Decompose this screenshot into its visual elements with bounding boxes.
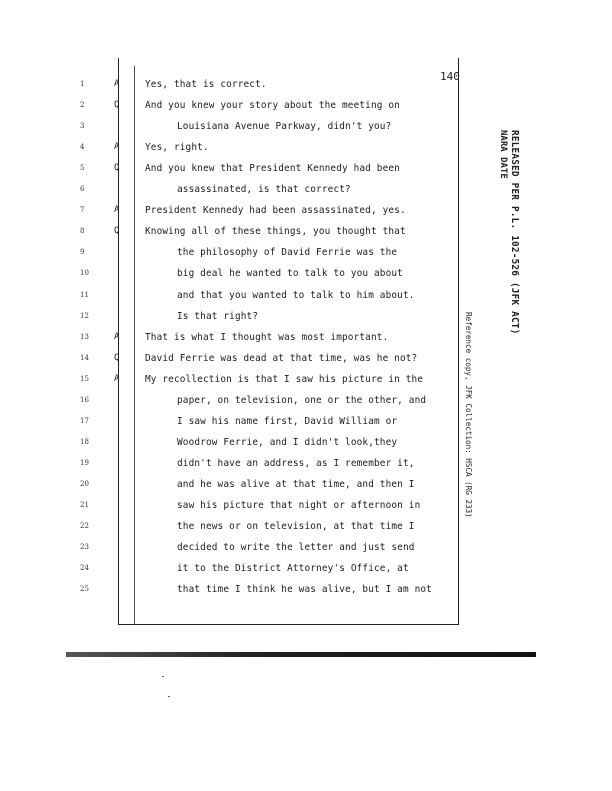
transcript-line-text: assassinated, is that correct? (177, 184, 351, 196)
line-number: 5 (80, 164, 85, 173)
line-number: 11 (80, 290, 89, 299)
transcript-line-text: paper, on television, one or the other, and (177, 394, 427, 406)
transcript-line-text: My recollection is that I saw his picture in the (145, 373, 424, 385)
line-number: 25 (80, 585, 89, 594)
scan-speck (162, 676, 164, 677)
transcript-line-text: decided to write the letter and just send (177, 542, 415, 554)
transcript-line-text: Woodrow Ferrie, and I didn't look,they (177, 436, 398, 448)
line-number: 16 (80, 395, 89, 404)
transcript-line-text: that time I think he was alive, but I am not (177, 584, 432, 596)
speaker-label: Q (114, 352, 120, 363)
speaker-label: Q (114, 100, 120, 111)
line-number: 10 (80, 269, 89, 278)
release-stamp-line-1: RELEASED PER P.L. 102-526 (JFK ACT) (509, 130, 520, 335)
transcript-line-text: and he was alive at that time, and then I (177, 478, 415, 490)
line-number: 2 (80, 101, 85, 110)
line-number: 7 (80, 206, 85, 215)
transcript-line-text: Yes, that is correct. (145, 79, 267, 90)
page-number: 140 (440, 70, 460, 83)
transcript-line-text: didn't have an address, as I remember it, (177, 457, 415, 469)
scan-speck (168, 696, 170, 697)
line-number: 19 (80, 458, 89, 467)
transcript-line-text: That is what I thought was most important. (145, 331, 389, 343)
line-number: 18 (80, 437, 89, 446)
line-number: 9 (80, 248, 85, 257)
transcript-line-text: And you knew your story about the meeting on (145, 100, 400, 112)
transcript-line-text: big deal he wanted to talk to you about (177, 268, 403, 280)
transcript-line-text: and that you wanted to talk to him about. (177, 289, 415, 301)
transcript-line-text: David Ferrie was dead at that time, was he not? (145, 352, 418, 364)
transcript-line-text: I saw his name first, David William or (177, 415, 398, 427)
transcript-line-text: it to the District Attorney's Office, at (177, 563, 409, 575)
line-number: 1 (80, 80, 85, 88)
transcript-line-text: the news or on television, at that time I (177, 521, 415, 533)
line-number: 8 (80, 227, 85, 236)
line-number: 23 (80, 543, 89, 552)
transcript-line-text: saw his picture that night or afternoon in (177, 500, 421, 511)
speaker-label: A (114, 79, 120, 89)
speaker-label: Q (114, 163, 120, 174)
line-number: 24 (80, 564, 89, 573)
reference-copy-note: Reference copy, JFK Collection: HSCA (RG 233) (464, 312, 473, 518)
transcript-line-text: the philosophy of David Ferrie was the (177, 247, 398, 259)
speaker-label: A (114, 373, 120, 384)
line-number: 13 (80, 332, 89, 341)
left-margin-rule (134, 66, 135, 624)
transcript-line-text: Knowing all of these things, you thought that (145, 226, 406, 238)
speaker-label: A (114, 205, 120, 216)
transcript-line-text: Louisiana Avenue Parkway, didn't you? (177, 121, 392, 133)
speaker-label: A (114, 142, 120, 153)
line-number: 21 (80, 501, 89, 509)
speaker-label: A (114, 331, 120, 342)
line-number: 4 (80, 143, 85, 152)
transcript-line-text: President Kennedy had been assassinated, yes. (145, 205, 406, 217)
scan-bottom-bar (66, 652, 536, 657)
release-stamp-line-2: NARA DATE (498, 130, 508, 179)
line-number: 22 (80, 522, 89, 531)
line-number: 15 (80, 374, 89, 383)
transcript-line-text: Is that right? (177, 310, 259, 322)
line-number: 3 (80, 122, 85, 131)
transcript-line-text: And you knew that President Kennedy had been (145, 163, 400, 175)
line-number: 14 (80, 353, 89, 362)
line-number: 17 (80, 416, 89, 425)
release-stamp (498, 130, 520, 490)
line-number: 6 (80, 185, 85, 194)
line-number: 12 (80, 311, 89, 320)
transcript-line-text: Yes, right. (145, 142, 209, 154)
line-number: 20 (80, 479, 89, 488)
speaker-label: Q (114, 226, 120, 237)
